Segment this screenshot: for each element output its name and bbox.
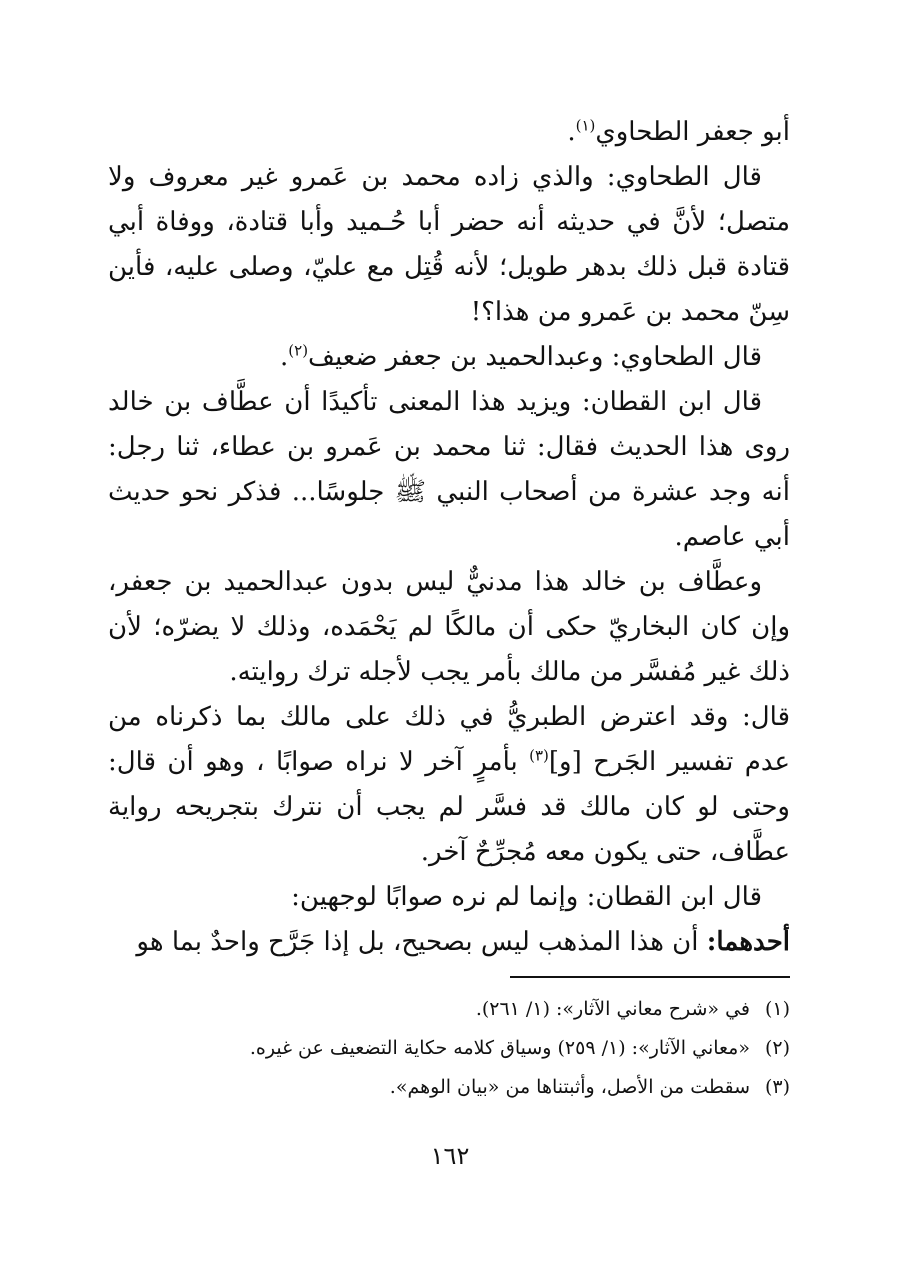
footnote-text: سقطت من الأصل، وأثبتناها من «بيان الوهم».	[389, 1076, 750, 1098]
footnote-ref-2[interactable]: (٢)	[288, 341, 309, 360]
footnote-number: (٢)	[764, 1037, 790, 1059]
footnote-separator	[510, 976, 790, 978]
footnote-1	[108, 990, 790, 1029]
paragraph-8: أحدهما: أن هذا المذهب ليس بصحيح، بل إذا جَرَّح واحدٌ بما هو	[136, 927, 790, 957]
footnote-ref-1[interactable]: (١)	[575, 116, 596, 135]
footnote-text: في «شرح معاني الآثار»: (١/ ٢٦١).	[475, 998, 750, 1020]
paragraph-7: قال ابن القطان: وإنما لم نره صوابًا لوجهين:	[291, 882, 762, 912]
footnote-number: (٣)	[764, 1076, 790, 1098]
footnote-number: (١)	[764, 998, 790, 1020]
paragraph-2: قال الطحاوي: والذي زاده محمد بن عَمرو غير معروف ولا متصل؛ لأنَّ في حديثه أنه حضر أبا حُـميد وأبا قتادة، ووفاة أبي قتادة قبل ذلك بدهر طويل؛ لأنه قُتِل مع عليّ، وصلى عليه، فأين سِنّ محمد بن عَمرو من هذا؟!	[108, 162, 790, 327]
footnote-text: «معاني الآثار»: (١/ ٢٥٩) وسياق كلامه حكاية التضعيف عن غيره.	[249, 1037, 750, 1059]
page-number: ١٦٢	[430, 1142, 470, 1170]
paragraph-3: قال الطحاوي: وعبدالحميد بن جعفر ضعيف$^{(٢)}$.	[280, 341, 762, 372]
footnote-2	[108, 1029, 790, 1068]
paragraph-1: أبو جعفر الطحاوي$^{(١)}$.	[567, 116, 790, 147]
main-text	[108, 110, 790, 965]
paragraph-4: قال ابن القطان: ويزيد هذا المعنى تأكيدًا أن عطَّاف بن خالد روى هذا الحديث فقال: ثنا محمد بن عَمرو بن عطاء، ثنا رجل: أنه وجد عشرة من أصحاب النبي ﷺ جلوسًا... فذكر نحو حديث أبي عاصم.	[108, 387, 790, 552]
first-reason-label: أحدهما:	[706, 927, 790, 957]
footnotes	[108, 990, 790, 1107]
footnote-3	[108, 1068, 790, 1107]
footnote-ref-3[interactable]: (٣)	[529, 746, 549, 765]
paragraph-5: وعطَّاف بن خالد هذا مدنيٌّ ليس بدون عبدالحميد بن جعفر، وإن كان البخاريّ حكى أن مالكًا لم يَحْمَده، وذلك لا يضرّه؛ لأن ذلك غير مُفسَّر من مالك بأمر يجب لأجله ترك روايته.	[108, 567, 790, 687]
paragraph-6: قال: وقد اعترض الطبريُّ في ذلك على مالك بما ذكرناه من عدم تفسير الجَرح [و]$^{(٣)}$ بأمرٍ آخر لا نراه صوابًا ، وهو أن قال: وحتى لو كان مالك قد فسَّر لم يجب أن نترك بتجريحه رواية عطَّاف، حتى يكون معه مُجرِّحٌ آخر.	[108, 702, 791, 867]
